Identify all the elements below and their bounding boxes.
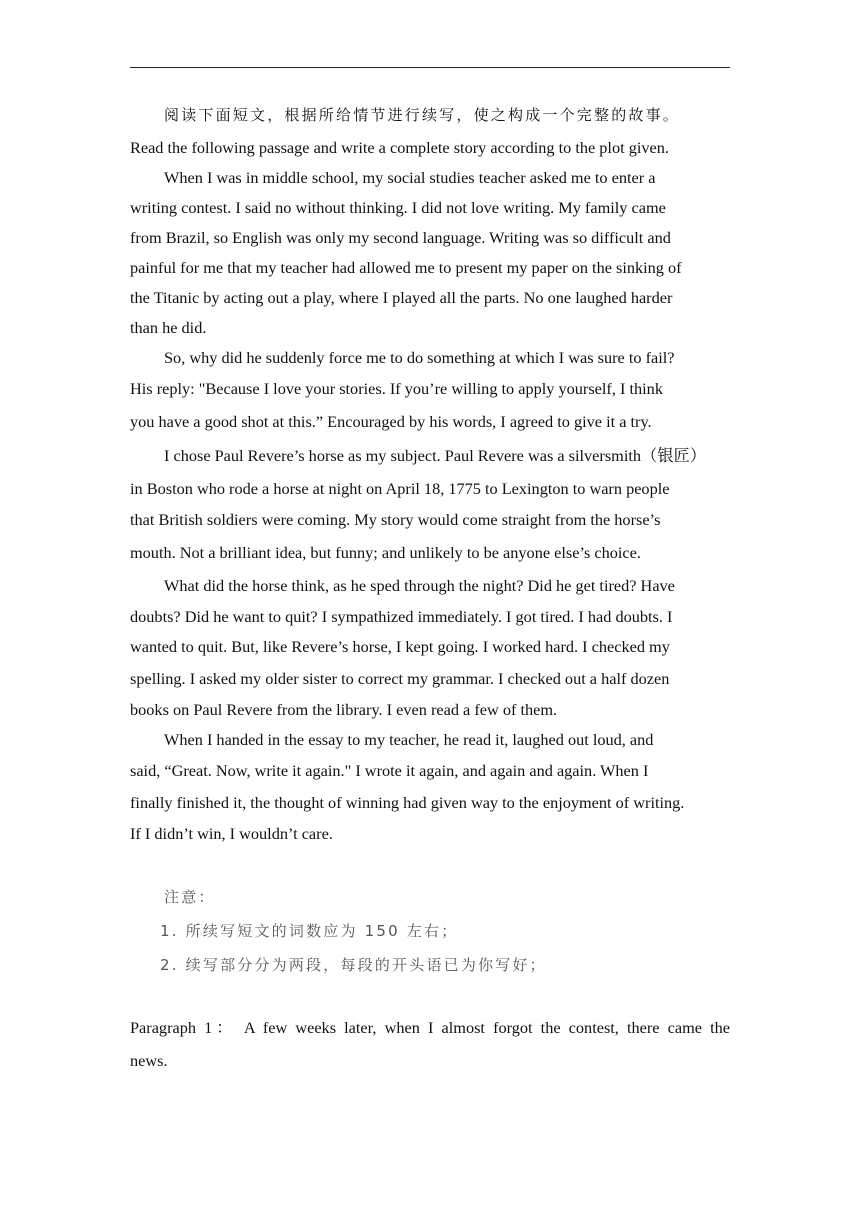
passage-line: doubts? Did he want to quit? I sympathized immediately. I got tired. I had doubts. I — [130, 607, 673, 626]
passage-line: When I was in middle school, my social studies teacher asked me to enter a — [164, 168, 656, 187]
passage-line: books on Paul Revere from the library. I even read a few of them. — [130, 700, 558, 719]
passage-line: than he did. — [130, 318, 207, 337]
paragraph-1-prompt: Paragraph 1： A few weeks later, when I almost forgot the contest, there came the — [130, 1018, 730, 1037]
notes-heading: 注意： — [164, 888, 216, 906]
passage-line: spelling. I asked my older sister to correct my grammar. I checked out a half dozen — [130, 669, 670, 688]
passage-line: that British soldiers were coming. My story would come straight from the horse’s — [130, 510, 661, 529]
note-item-paragraphs: 2. 续写部分分为两段，每段的开头语已为你写好； — [160, 956, 547, 974]
instruction-english: Read the following passage and write a complete story according to the plot given. — [130, 138, 669, 157]
header-rule — [130, 67, 730, 68]
passage-line: So, why did he suddenly force me to do something at which I was sure to fail? — [164, 348, 675, 367]
passage-line: I chose Paul Revere’s horse as my subject. Paul Revere was a silversmith（银匠） — [164, 446, 707, 465]
paragraph-1-prompt-continued: news. — [130, 1051, 168, 1070]
note-item-word-count: 1. 所续写短文的词数应为 150 左右； — [160, 922, 459, 940]
passage-line: What did the horse think, as he sped through the night? Did he get tired? Have — [164, 576, 675, 595]
passage-line: writing contest. I said no without thinking. I did not love writing. My family came — [130, 198, 666, 217]
passage-line: you have a good shot at this.” Encouraged by his words, I agreed to give it a try. — [130, 412, 652, 431]
instruction-chinese: 阅读下面短文，根据所给情节进行续写，使之构成一个完整的故事。 — [164, 106, 681, 124]
passage-line: mouth. Not a brilliant idea, but funny; and unlikely to be anyone else’s choice. — [130, 543, 641, 562]
passage-line: painful for me that my teacher had allowed me to present my paper on the sinking of — [130, 258, 682, 277]
passage-line: in Boston who rode a horse at night on April 18, 1775 to Lexington to warn people — [130, 479, 670, 498]
passage-line: the Titanic by acting out a play, where I played all the parts. No one laughed harder — [130, 288, 673, 307]
passage-line: said, “Great. Now, write it again." I wrote it again, and again and again. When I — [130, 761, 649, 780]
passage-line: His reply: "Because I love your stories. If you’re willing to apply yourself, I think — [130, 379, 663, 398]
passage-line: If I didn’t win, I wouldn’t care. — [130, 824, 333, 843]
passage-line: wanted to quit. But, like Revere’s horse, I kept going. I worked hard. I checked my — [130, 637, 670, 656]
passage-line: from Brazil, so English was only my second language. Writing was so difficult and — [130, 228, 671, 247]
passage-line: finally finished it, the thought of winning had given way to the enjoyment of writing. — [130, 793, 685, 812]
passage-line: When I handed in the essay to my teacher, he read it, laughed out loud, and — [164, 730, 654, 749]
